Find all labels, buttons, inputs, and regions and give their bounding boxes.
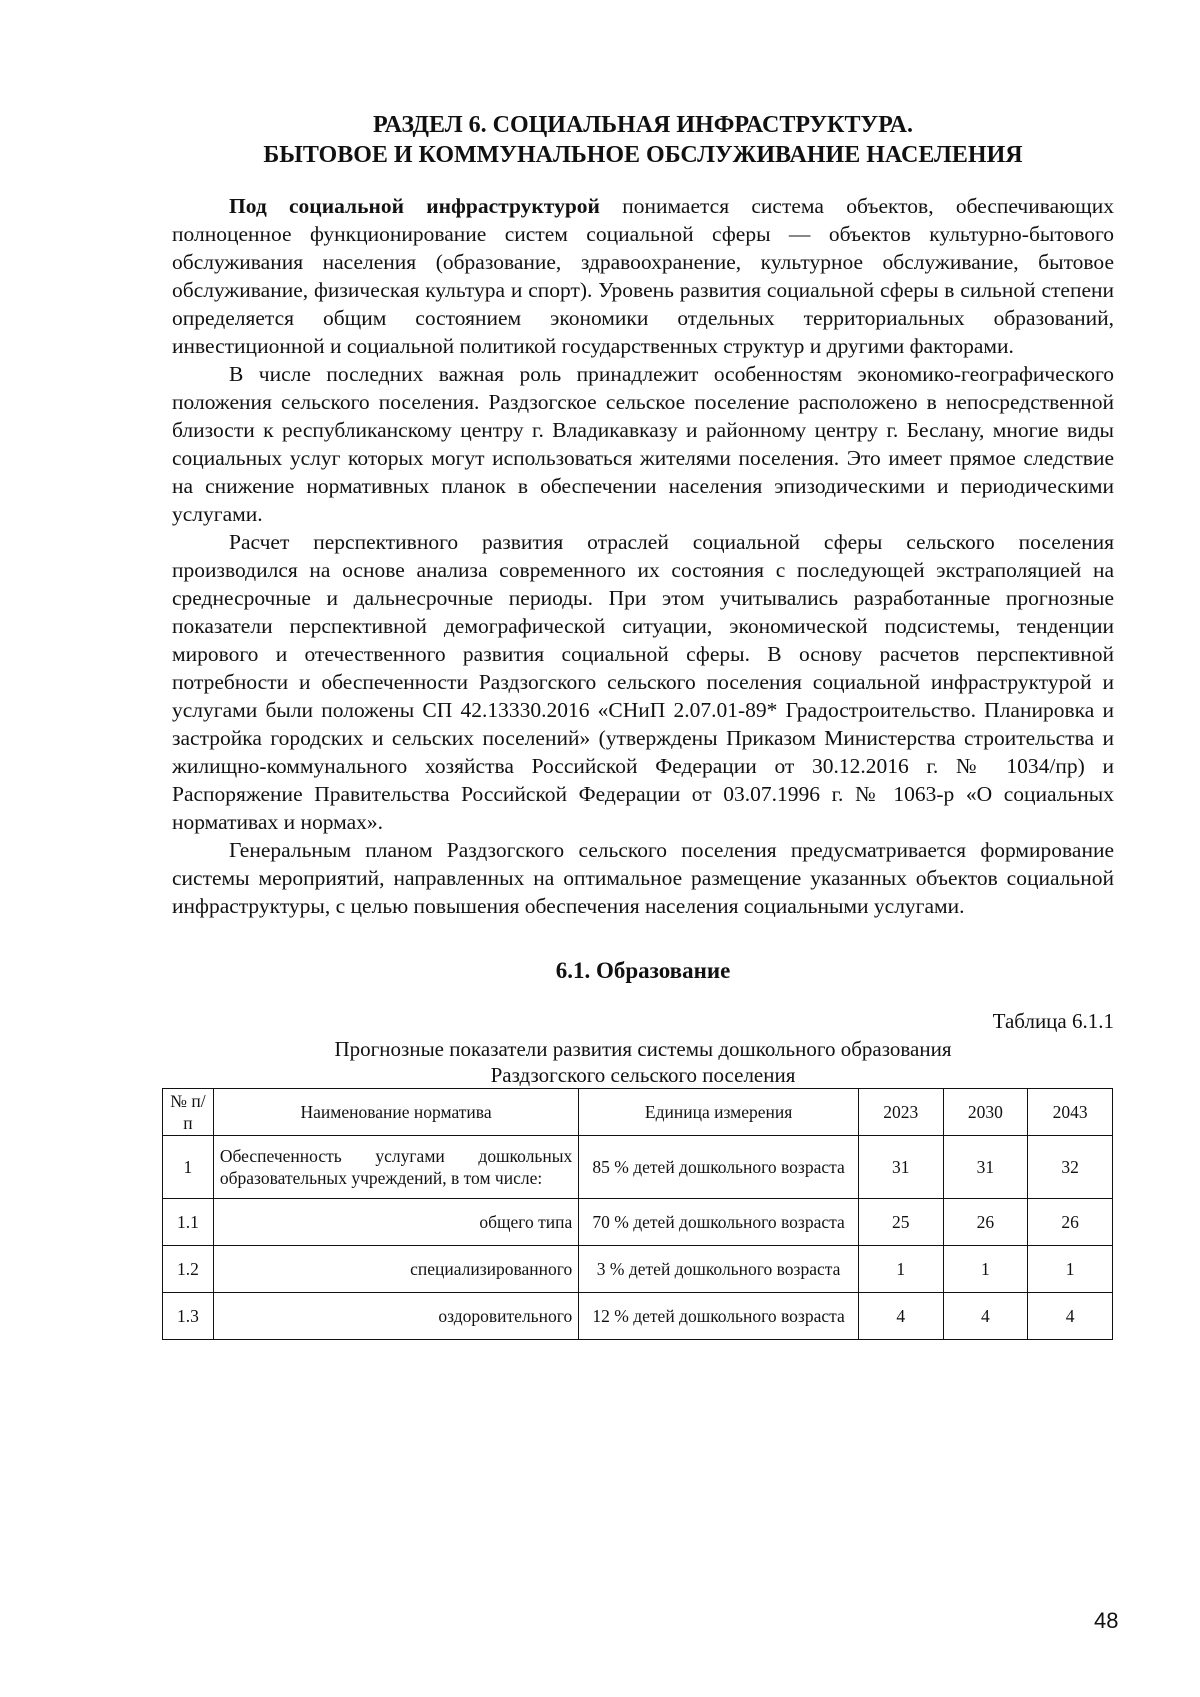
table-row [163,1199,1113,1246]
cell-2030: 4 [943,1293,1028,1340]
indicators-table [162,1088,1113,1340]
cell-num: 1 [163,1136,214,1199]
section-title [172,110,1114,170]
cell-2043: 4 [1028,1293,1113,1340]
paragraph-1 [172,192,1114,360]
table-caption-line2: Раздзогского сельского поселения [490,1063,796,1087]
cell-unit: 70 % детей дошкольного возраста [579,1199,859,1246]
header-year-2043: 2043 [1028,1089,1113,1136]
document-page [172,110,1114,1340]
cell-unit: 12 % детей дошкольного возраста [579,1293,859,1340]
header-year-2023: 2023 [858,1089,943,1136]
table-number: Таблица 6.1.1 [992,1009,1114,1033]
cell-2023: 4 [858,1293,943,1340]
cell-2023: 31 [858,1136,943,1199]
table-header-row [163,1089,1113,1136]
cell-2030: 31 [943,1136,1028,1199]
cell-num: 1.2 [163,1246,214,1293]
cell-num: 1.1 [163,1199,214,1246]
cell-2023: 1 [858,1246,943,1293]
cell-name: оздоровительного [213,1293,578,1340]
term-bold: Под социальной инфраструктурой [229,194,600,218]
cell-2043: 1 [1028,1246,1113,1293]
page-number: 48 [1094,1608,1119,1633]
header-year-2030: 2030 [943,1089,1028,1136]
table-caption [172,1036,1114,1088]
table-row [163,1246,1113,1293]
cell-name: Обеспеченность услугами дошкольных образовательных учреждений, в том числе: [213,1136,578,1199]
header-num: № п/п [163,1089,214,1136]
cell-2023: 25 [858,1199,943,1246]
cell-name: общего типа [213,1199,578,1246]
cell-unit: 85 % детей дошкольного возраста [579,1136,859,1199]
table-row [163,1136,1113,1199]
cell-unit: 3 % детей дошкольного возраста [579,1246,859,1293]
cell-num: 1.3 [163,1293,214,1340]
paragraph-2: В числе последних важная роль принадлежит особенностям экономико-географического положения сельского поселения. Раздзогское сельское поселение расположено в непосредственной близости к республиканскому центру г. Владикавказу и районному центру г. Беслану, многие виды социальных услуг которых могут использоваться жителями поселения. Это имеет прямое следствие на снижение нормативных планок в обеспечении населения эпизодическими и периодическими услугами. [172,362,1114,526]
cell-name: специализированного [213,1246,578,1293]
body-text [172,192,1114,920]
cell-2030: 26 [943,1199,1028,1246]
paragraph-4: Генеральным планом Раздзогского сельского поселения предусматривается формирование системы мероприятий, направленных на оптимальное размещение указанных объектов социальной инфраструктуры, с целью повышения обеспечения населения социальными услугами. [172,838,1114,918]
subsection-title: 6.1. Образование [555,958,731,983]
cell-2043: 26 [1028,1199,1113,1246]
section-title-line2: БЫТОВОЕ И КОММУНАЛЬНОЕ ОБСЛУЖИВАНИЕ НАСЕЛЕНИЯ [263,142,1023,168]
table-row [163,1293,1113,1340]
paragraph-3: Расчет перспективного развития отраслей социальной сферы сельского поселения производился на основе анализа современного их состояния с последующей экстраполяцией на среднесрочные и дальнесрочные периоды. При этом учитывались разработанные прогнозные показатели перспективной демографической ситуации, экономической подсистемы, тенденции мирового и отечественного развития социальной сферы. В основу расчетов перспективной потребности и обеспеченности Раздзогского сельского поселения социальной инфраструктурой и услугами были положены СП 42.13330.2016 «СНиП 2.07.01-89* Градостроительство. Планировка и застройка городских и сельских поселений» (утверждены Приказом Министерства строительства и жилищно-коммунального хозяйства Российской Федерации от 30.12.2016 г. № 1034/пр) и Распоряжение Правительства Российской Федерации от 03.07.1996 г. № 1063-р «О социальных нормативах и нормах». [172,530,1114,834]
header-unit: Единица измерения [579,1089,859,1136]
header-name: Наименование норматива [213,1089,578,1136]
cell-2043: 32 [1028,1136,1113,1199]
section-title-line1: РАЗДЕЛ 6. СОЦИАЛЬНАЯ ИНФРАСТРУКТУРА. [373,112,913,138]
cell-2030: 1 [943,1246,1028,1293]
paragraph-1-text: понимается система объектов, обеспечивающих полноценное функционирование систем социальной сферы — объектов культурно-бытового обслуживания населения (образование, здравоохранение, культурное обслуживание, бытовое обслуживание, физическая культура и спорт). Уровень развития социальной сферы в сильной степени определяется общим состоянием экономики отдельных территориальных образований, инвестиционной и социальной политикой государственных структур и другими факторами. [172,194,1114,358]
table-caption-line1: Прогнозные показатели развития системы дошкольного образования [334,1037,952,1061]
